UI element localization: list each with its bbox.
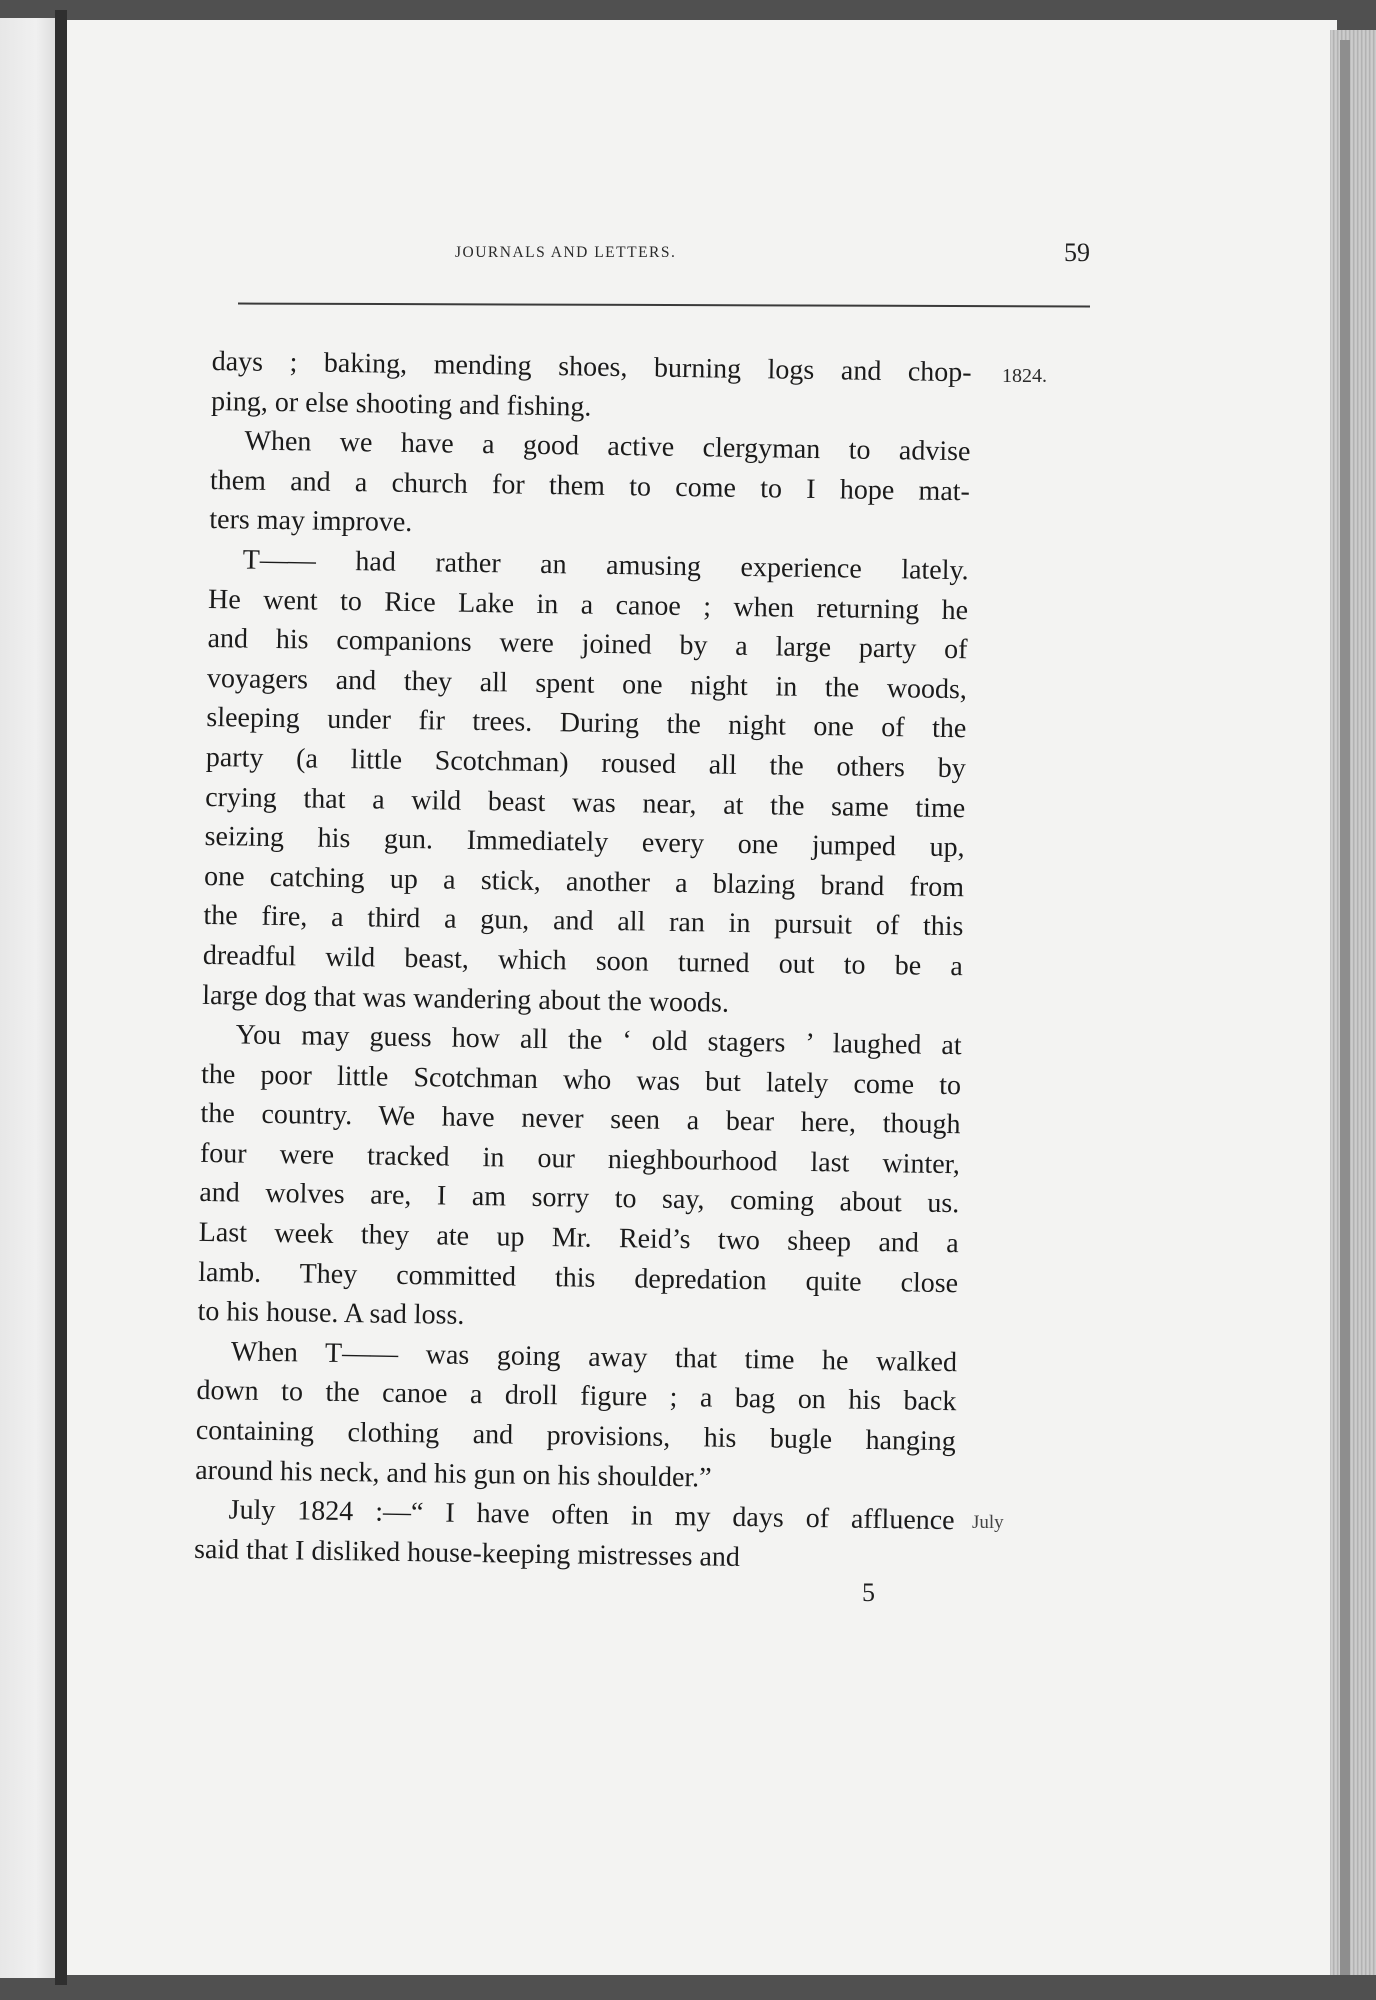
page-header: [240, 238, 1090, 278]
text-line: Last week they ate up Mr. Reid’s two sheep and a: [198, 1216, 959, 1260]
text-line: down to the canoe a droll figure ; a bag on his back: [196, 1375, 957, 1418]
text-line: the country. We have never seen a bear here, though: [200, 1098, 961, 1141]
text-line: When we have a good active clergyman to advise: [244, 425, 971, 468]
margin-note-year: 1824.: [1002, 365, 1047, 387]
text-line: crying that a wild beast was near, at the same time: [205, 781, 966, 824]
paragraph: [195, 1332, 957, 1502]
page-block-shadow: [1340, 40, 1350, 1975]
text-line: the poor little Scotchman who was but lately come to: [200, 1058, 962, 1101]
paragraph: [194, 1490, 955, 1580]
text-line: voyagers and they all spent one night in the woods,: [206, 662, 968, 705]
book-gutter: [55, 10, 67, 1985]
paragraph: [197, 1015, 962, 1343]
page-number: 59: [1064, 238, 1090, 267]
text-line: large dog that was wandering about the woods.: [202, 979, 730, 1019]
text-line: July 1824 :—“ I have often in my days of affluence: [228, 1494, 955, 1537]
text-line: days ; baking, mending shoes, burning logs and chop-: [211, 345, 972, 389]
running-head: JOURNALS AND LETTERS.: [455, 244, 677, 261]
text-line: and wolves are, I am sorry to say, coming about us.: [199, 1177, 960, 1220]
text-line: four were tracked in our nieghbourhood last winter,: [199, 1137, 961, 1181]
text-line: You may guess how all the ‘ old stagers ’ laughed at: [235, 1019, 962, 1062]
margin-note-month: July: [972, 1512, 1004, 1533]
text-line: lamb. They committed this depredation quite close: [197, 1256, 959, 1299]
text-line: the fire, a third a gun, and all ran in pursuit of this: [203, 900, 964, 943]
paragraph: [202, 540, 969, 1026]
text-line: to his house. A sad loss.: [197, 1296, 465, 1332]
text-line: said that I disliked house-keeping mistresses and: [193, 1533, 741, 1573]
text-line: When T—— was going away that time he walked: [230, 1336, 958, 1379]
signature-mark: 5: [862, 1578, 875, 1607]
left-page-edge: [0, 18, 60, 1978]
paragraph: [209, 421, 971, 551]
text-line: ping, or else shooting and fishing.: [210, 385, 592, 423]
text-line: seizing his gun. Immediately every one jumped up,: [204, 821, 965, 864]
text-line: dreadful wild beast, which soon turned out to be a: [202, 939, 964, 983]
text-line: containing clothing and provisions, his bugle hanging: [195, 1414, 956, 1458]
text-line: party (a little Scotchman) roused all the others by: [205, 741, 966, 785]
text-line: around his neck, and his gun on his shoulder.”: [195, 1454, 712, 1494]
text-line: and his companions were joined by a large party of: [207, 623, 968, 666]
page-block-edge: [1330, 30, 1376, 1975]
body-text: [194, 342, 972, 1581]
text-line: them and a church for them to come to I hope mat-: [209, 464, 971, 508]
text-line: sleeping under fir trees. During the night one of the: [206, 702, 967, 745]
paragraph: [211, 342, 972, 432]
text-line: T—— had rather an amusing experience lately.: [242, 544, 969, 587]
text-line: He went to Rice Lake in a canoe ; when returning he: [207, 583, 969, 626]
text-line: ters may improve.: [209, 504, 413, 539]
text-line: one catching up a stick, another a blazing brand from: [203, 860, 965, 903]
